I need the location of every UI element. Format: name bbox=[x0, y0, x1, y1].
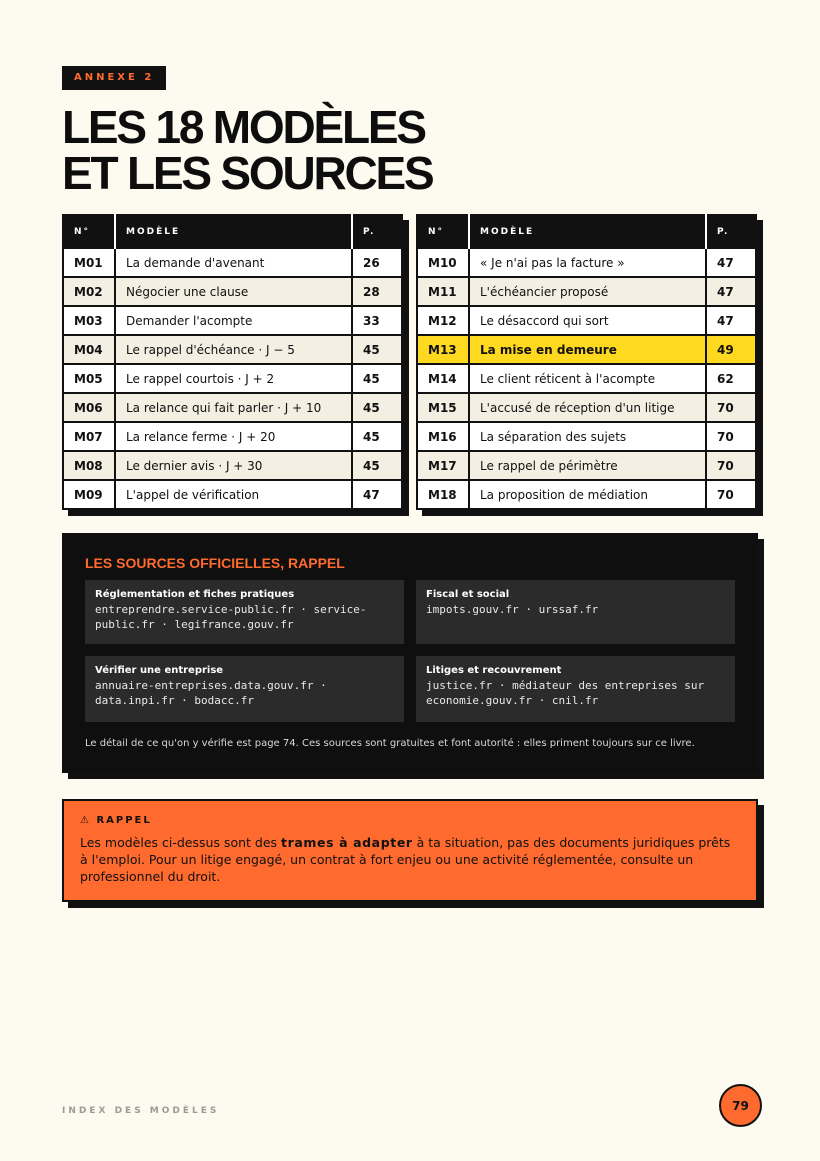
reminder-heading: ⚠ RAPPEL bbox=[80, 815, 152, 826]
model-name: Le client réticent à l'acompte bbox=[469, 364, 706, 393]
model-page: 45 bbox=[352, 451, 402, 480]
model-number: M08 bbox=[63, 451, 115, 480]
table-row bbox=[63, 480, 402, 509]
model-page: 33 bbox=[352, 306, 402, 335]
model-number: M04 bbox=[63, 335, 115, 364]
header-model: MODÈLE bbox=[469, 215, 706, 248]
source-value: entreprendre.service-public.fr · service-public.fr · legifrance.gouv.fr bbox=[95, 603, 367, 631]
model-number: M16 bbox=[417, 422, 469, 451]
header-num: N° bbox=[417, 215, 469, 248]
model-name: Le rappel d'échéance · J − 5 bbox=[115, 335, 352, 364]
model-name: Le dernier avis · J + 30 bbox=[115, 451, 352, 480]
model-name: La séparation des sujets bbox=[469, 422, 706, 451]
model-name: Le rappel courtois · J + 2 bbox=[115, 364, 352, 393]
table-row bbox=[63, 248, 402, 277]
source-heading: Réglementation et fiches pratiques bbox=[95, 589, 295, 600]
model-page: 47 bbox=[352, 480, 402, 509]
model-name: « Je n'ai pas la facture » bbox=[469, 248, 706, 277]
model-page: 70 bbox=[706, 480, 756, 509]
title-line-2: ET LES SOURCES bbox=[62, 147, 433, 199]
reminder-text-bold: trames à adapter bbox=[281, 835, 413, 850]
table-row bbox=[63, 277, 402, 306]
source-heading: Litiges et recouvrement bbox=[426, 665, 562, 676]
source-heading: Vérifier une entreprise bbox=[95, 665, 224, 676]
table-row bbox=[417, 422, 756, 451]
title-line-1: LES 18 MODÈLES bbox=[62, 101, 425, 153]
model-page: 62 bbox=[706, 364, 756, 393]
model-page: 47 bbox=[706, 248, 756, 277]
page-title bbox=[62, 101, 433, 199]
table-row bbox=[63, 422, 402, 451]
header-page: P. bbox=[352, 215, 402, 248]
source-box-disputes bbox=[416, 656, 735, 722]
model-name: La proposition de médiation bbox=[469, 480, 706, 509]
model-number: M06 bbox=[63, 393, 115, 422]
table-row bbox=[63, 393, 402, 422]
reminder-box bbox=[62, 799, 758, 902]
source-box-fiscal bbox=[416, 580, 735, 644]
model-name: La demande d'avenant bbox=[115, 248, 352, 277]
model-number: M09 bbox=[63, 480, 115, 509]
reminder-text-end: à ta situation, pas des documents juridiques prêts à l'emploi. Pour un litige engagé, un contrat à fort enjeu ou une activité réglementée, consulte un professionnel du droit. bbox=[80, 835, 731, 884]
model-number: M12 bbox=[417, 306, 469, 335]
table-row bbox=[417, 364, 756, 393]
source-value: justice.fr · médiateur des entreprises sur economie.gouv.fr · cnil.fr bbox=[426, 679, 705, 707]
table-row bbox=[63, 364, 402, 393]
model-name: La relance qui fait parler · J + 10 bbox=[115, 393, 352, 422]
model-name: Le désaccord qui sort bbox=[469, 306, 706, 335]
model-name: L'accusé de réception d'un litige bbox=[469, 393, 706, 422]
model-name: La mise en demeure bbox=[469, 335, 706, 364]
model-page: 49 bbox=[706, 335, 756, 364]
model-page: 70 bbox=[706, 393, 756, 422]
model-number: M13 bbox=[417, 335, 469, 364]
sources-title: LES SOURCES OFFICIELLES, RAPPEL bbox=[85, 555, 345, 571]
model-name: L'échéancier proposé bbox=[469, 277, 706, 306]
annex-tag: ANNEXE 2 bbox=[62, 66, 166, 90]
model-number: M14 bbox=[417, 364, 469, 393]
model-name: L'appel de vérification bbox=[115, 480, 352, 509]
official-sources-panel bbox=[62, 533, 758, 773]
reminder-text-start: Les modèles ci-dessus sont des bbox=[80, 835, 282, 850]
header-page: P. bbox=[706, 215, 756, 248]
table-row bbox=[417, 306, 756, 335]
model-number: M10 bbox=[417, 248, 469, 277]
source-heading: Fiscal et social bbox=[426, 589, 510, 600]
model-page: 70 bbox=[706, 422, 756, 451]
model-number: M18 bbox=[417, 480, 469, 509]
model-name: Négocier une clause bbox=[115, 277, 352, 306]
model-number: M02 bbox=[63, 277, 115, 306]
source-box-regulation bbox=[85, 580, 404, 644]
source-box-verify-company bbox=[85, 656, 404, 722]
table-row bbox=[63, 335, 402, 364]
model-page: 45 bbox=[352, 364, 402, 393]
model-page: 45 bbox=[352, 393, 402, 422]
table-row bbox=[417, 393, 756, 422]
models-table-left bbox=[62, 214, 403, 510]
sources-footnote: Le détail de ce qu'on y vérifie est page 74. Ces sources sont gratuites et font autorité : elles priment toujours sur ce livre. bbox=[85, 738, 695, 749]
model-number: M03 bbox=[63, 306, 115, 335]
model-name: Demander l'acompte bbox=[115, 306, 352, 335]
source-value: annuaire-entreprises.data.gouv.fr · data.inpi.fr · bodacc.fr bbox=[95, 679, 327, 707]
reminder-text bbox=[80, 834, 740, 885]
table-row bbox=[417, 335, 756, 364]
model-page: 47 bbox=[706, 306, 756, 335]
model-page: 70 bbox=[706, 451, 756, 480]
model-number: M05 bbox=[63, 364, 115, 393]
models-table-right bbox=[416, 214, 757, 510]
model-number: M15 bbox=[417, 393, 469, 422]
table-row bbox=[417, 277, 756, 306]
page-number: 79 bbox=[719, 1084, 762, 1127]
model-page: 45 bbox=[352, 335, 402, 364]
model-number: M01 bbox=[63, 248, 115, 277]
table-row bbox=[63, 451, 402, 480]
model-page: 28 bbox=[352, 277, 402, 306]
model-page: 45 bbox=[352, 422, 402, 451]
model-name: Le rappel de périmètre bbox=[469, 451, 706, 480]
model-name: La relance ferme · J + 20 bbox=[115, 422, 352, 451]
table-row bbox=[417, 480, 756, 509]
table-row bbox=[417, 248, 756, 277]
model-page: 47 bbox=[706, 277, 756, 306]
table-row bbox=[417, 451, 756, 480]
model-number: M17 bbox=[417, 451, 469, 480]
model-number: M07 bbox=[63, 422, 115, 451]
table-row bbox=[63, 306, 402, 335]
header-num: N° bbox=[63, 215, 115, 248]
model-number: M11 bbox=[417, 277, 469, 306]
header-model: MODÈLE bbox=[115, 215, 352, 248]
footer-label: INDEX DES MODÈLES bbox=[62, 1106, 220, 1116]
model-page: 26 bbox=[352, 248, 402, 277]
source-value: impots.gouv.fr · urssaf.fr bbox=[426, 603, 599, 616]
